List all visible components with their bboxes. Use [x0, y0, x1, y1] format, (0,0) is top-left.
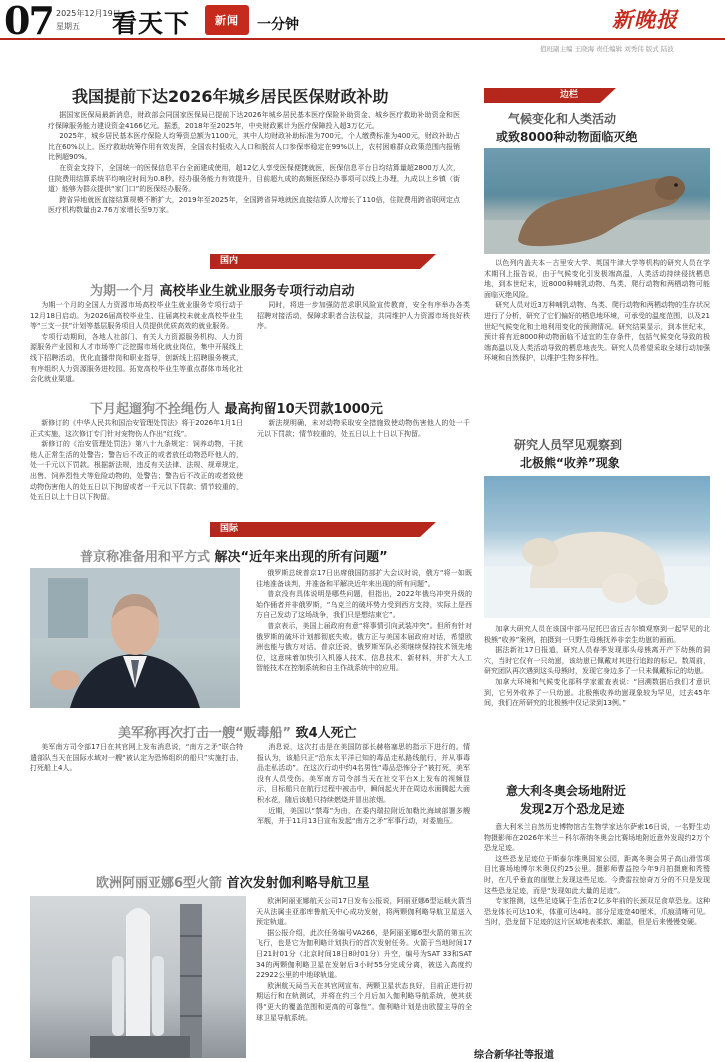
lead-article-body [48, 110, 460, 260]
intl-article1-headline: 解决“近年来出现的所有问题” [214, 550, 388, 565]
editor-credits: 值班副主编 王晓海 责任编辑 刘秀伟 版式 陆波 [540, 45, 674, 53]
news-seal-logo: 新闻 [205, 5, 249, 35]
hand [50, 670, 80, 690]
booster-right [152, 956, 164, 1036]
domestic-a2-paragraph-1: 新修订的《中华人民共和国治安管理处罚法》将于2026年1月1日正式实施，这次修订专门针对宠物伤人作出“红线”。 [30, 419, 243, 438]
section-subtitle: 一分钟 [257, 17, 299, 33]
rocket-body [126, 908, 150, 1036]
domestic-article2-title [90, 398, 383, 417]
intl-article3-lead: 欧洲阿丽亚娜6型火箭 [96, 876, 223, 891]
intl-a2-paragraph-1: 美军南方司令部17日在其官网上发布消息说，“南方之矛”联合特遣部队当天在国际水域对一艘“被认定为恐怖组织的船只”实施打击，打死船上4人。 [30, 743, 243, 773]
section-tag-domestic: 国内 [210, 254, 420, 269]
rocket-illustration [30, 896, 246, 1058]
domestic-article1-title [90, 280, 355, 299]
booster-left [112, 956, 124, 1036]
intl-article2-title [118, 722, 357, 741]
intl-article3-body [256, 896, 472, 1058]
border-a1-paragraph-2: 研究人员对近3万种哺乳动物、鸟类、爬行动物和两栖动物的生存状况进行了分析，研究了它们偏好的栖息地环境，可承受的温度范围，以及21世纪气候变化和土地利用变化的预测情况。研究结果显示，到本世纪末，预计将有近8000种动物面临不适宜的生存条件，包括气候变化导致的极端高温以及人类活动导致的栖息地丧失。研究人员希望采取全球行动加强环境和自然保护，以维护生物多样性。 [484, 301, 710, 363]
seal-head [655, 176, 685, 200]
border-article1-body [484, 258, 710, 424]
domestic-article2-headline: 最高拘留10天罚款1000元 [224, 402, 383, 417]
domestic-a1-paragraph-2: 专项行动期间，各地人社部门、有关人力资源服务机构、人力资源服务产业园和人才市场等广泛挖掘市场化就业岗位，集中开展线上线下招聘活动，优化直播带岗和职业指导，创新线上招聘服务模式，有序组织人力资源服务进校园。拓宽高校毕业生等重点群体市场化社会化就业渠道。 [30, 332, 243, 384]
intl-a1-paragraph-2: 普京没有具体说明是哪些问题，但指出，2022年俄乌冲突升级的始作俑者并非俄罗斯，“乌克兰的破坏势力受到西方支持，实际上是西方自己发动了这场战争，我们只是想结束它”。 [256, 590, 472, 620]
domestic-article1-body [30, 300, 470, 392]
domestic-a1-paragraph-3: 同时，将进一步加强防范求职风险宣传教育，安全有序举办各类招聘对接活动，保障求职者合法权益，共同维护人力资源市场良好秩序。 [257, 301, 470, 331]
backdrop-panel [48, 578, 88, 638]
intl-a3-paragraph-1: 欧洲阿丽亚娜航天公司17日发布公报说，阿丽亚娜6型运载火箭当天从法属圭亚那库鲁航天中心成功发射，将两颗伽利略导航卫星送入预定轨道。 [256, 897, 472, 927]
domestic-a2-paragraph-2: 新修订的《治安管理处罚法》第八十九条规定：饲养动物，干扰他人正常生活的处警告；警告后不改正的或者放任动物恐吓他人的，处一千元以下罚款。根据新法规，违反有关法律、法规、规章规定，出售、饲养烈性犬等危险动物的，处警告；警告后不改正的或者致使动物伤害他人的处五日以下拘留或者一千元以下罚款；情节较重的，处五日以上十日以下拘留。 [30, 440, 243, 502]
domestic-a1-paragraph-1: 为期一个月的全国人力资源市场高校毕业生就业服务专项行动于12月18日启动。为2026届高校毕业生、往届离校未就业高校毕业生等“三支一扶”计划等基层服务项目人员提供优质高效的就业服务。 [30, 301, 243, 331]
domestic-a2-paragraph-3: 新法规明确，未对动物采取安全措施致使动物伤害他人的处一千元以下罚款；情节较重的，处五日以上十日以下拘留。 [257, 419, 470, 438]
border-article1-title-line2: 或致8000种动物面临灭绝 [496, 130, 638, 144]
intl-article2-headline: 致4人死亡 [295, 726, 357, 741]
intl-a3-paragraph-3: 欧洲航天局当天在其官网宣布，两颗卫星状态良好，目前正进行初期运行和在轨测试，并将在约三个月后加入伽利略导航系统，使其获得“更大的覆盖范围和更高的可靠性”。伽利略计划是由欧盟主导的全球卫星导航系统。 [256, 981, 472, 1022]
putin-illustration [30, 568, 240, 708]
issue-date: 2025年12月19日 [56, 9, 121, 18]
border-a3-paragraph-3: 专家推测，这些足迹属于生活在2亿多年前的长颈双足食草恐龙。这种恐龙体长可达10米，体重可达4吨。部分足迹宽40厘米，爪痕清晰可见。当时，恐龙留下足迹的这片区域地表柔软、潮湿，但是后来慢慢变硬。 [484, 897, 710, 927]
section-title: 看天下 [112, 9, 191, 38]
page-number: 07 [4, 0, 53, 43]
newspaper-logo: 新晚报 [612, 7, 678, 32]
lead-paragraph-2: 2025年，城乡居民基本医疗保险人均筹资总额为1100元，其中人均财政补助标准为700元，个人缴费标准为400元，财政补助占比在60%以上。医疗救助统筹作用有效发挥，全国农村低收入人口和脱贫人口参保率稳定在99%以上，农村困难群众政策范围内报销比例超90%。 [48, 132, 460, 162]
intl-a2-paragraph-2: 消息说，这次打击是在美国防部长赫格塞思的指示下进行的。情报认为，该船只正“沿东太平洋已知的毒品走私路线航行，并从事毒品走私活动”。在这次行动中约4名男性“毒品恐怖分子”被打死，美军没有人员受伤。美军南方司令部当天在社交平台X上发布的视频显示，目标船只在航行过程中被击中，瞬间起火并在周边水面腾起大面积水花，随后该船只持续燃烧并冒出浓烟。 [257, 743, 470, 804]
cub-2 [636, 579, 668, 605]
lead-paragraph-3: 在资金支持下，全国统一的医保信息平台全面建成使用，超12亿人享受医保便捷就医，医保信息平台日均结算量超2800万人次，住院费用结算系统平均响应时间为0.8秒。经办服务能力有效提升，目前超九成的高频医保经办事项可以线上办理，九成以上乡镇（街道）能够为群众提供“家门口”的医保经办服务。 [48, 163, 460, 194]
domestic-article1-headline: 高校毕业生就业服务专项行动启动 [159, 284, 355, 299]
border-a3-paragraph-2: 这些恐龙足迹位于斯泰尔维奥国家公园，距离冬奥会男子高山滑雪项目比赛场地博尔米奥仅约25公里。摄影师曹益控今年9月拍摄鹿和秃鹫时，在几乎垂直的崖壁上发现这些足迹。今费雷拉惊奇万分的不只是发现这些恐龙足迹，而是“发现如此大量的足迹”。 [484, 854, 710, 895]
mother-bear-head [522, 538, 558, 566]
domestic-article2-lead: 下月起遛狗不拴绳伤人 [90, 402, 221, 417]
section-tag-border: 边栏 [484, 88, 600, 103]
intl-article3-title [96, 872, 370, 891]
polar-bear-illustration [484, 476, 710, 618]
cub-1 [602, 573, 638, 603]
seal-illustration [484, 148, 710, 254]
section-tag-international: 国际 [210, 522, 420, 537]
domestic-article1-lead: 为期一个月 [90, 284, 156, 299]
domestic-article2-body [30, 418, 470, 516]
intl-a1-paragraph-1: 俄罗斯总统普京17日出席俄国防部扩大会议时说，俄方“将一如既往地准备谈判，并准备和平解决近年来出现的所有问题”。 [256, 569, 472, 588]
border-article3-body [484, 822, 710, 1040]
intl-article1-title [80, 546, 388, 565]
intl-article1-body [256, 568, 472, 708]
source-footer: 综合新华社等报道 [474, 1050, 554, 1061]
masthead [0, 0, 725, 43]
seal-photo [484, 148, 710, 254]
launch-pad [90, 1036, 190, 1058]
intl-a3-paragraph-2: 据公报介绍，此次任务编号VA266，是阿丽亚娜6型火箭的第五次飞行，也是它为伽利略计划执行的首次发射任务。火箭于当地时间17日21时01分（北京时间18日8时01分）升空，编号为SAT 33和SAT 34的两颗伽利略卫星在发射后3小时55分完成分离，被送入高度约22922公里的中地球轨道。 [256, 928, 472, 980]
border-article3-title-line1: 意大利冬奥会场地附近 [506, 784, 627, 798]
border-a1-paragraph-1: 以色列内盖夫本－古里安大学、英国牛津大学等机构的研究人员在学术期刊上报告说，由于气候变化引发极端高温，人类活动持续侵扰栖息地，到本世纪末，近8000种哺乳动物、鸟类、爬行动物和两栖动物可能面临灭绝风险。 [484, 259, 710, 299]
issue-weekday: 星期五 [56, 22, 80, 31]
lead-paragraph-4: 跨省异地就医直接结算规模不断扩大，2019年至2025年，全国跨省异地就医直接结算人次增长了110倍，住院费用跨省联网定点医疗机构数量由2.76万家增长至9万家。 [48, 195, 460, 215]
rocket-photo [30, 896, 246, 1058]
seal-eye [674, 183, 678, 187]
border-article2-title-line1: 研究人员罕见观察到 [514, 438, 623, 452]
intl-article3-headline: 首次发射伽利略导航卫星 [226, 876, 370, 891]
launch-tower [180, 904, 202, 1058]
border-a2-paragraph-3: 加拿大环境和气候变化部科学家霍查表说：“回溯数据后我们才意识到，它另外收养了一只幼崽。北极熊收养幼崽现象较为罕见，过去45年间，我们在所研究的北极熊中仅记录到13例。” [484, 677, 710, 708]
lead-paragraph-1: 据国家医保局最新消息，财政部会同国家医保局已提前下达2026年城乡居民基本医疗保险补助资金、城乡医疗救助补助资金和医疗保障服务能力建设资金4166亿元。据悉，2018年至2025年，中央财政累计为医疗保障投入超3万亿元。 [48, 111, 460, 130]
border-article3-title-line2: 发现2万个恐龙足迹 [520, 802, 625, 816]
polar-bear-photo [484, 476, 710, 618]
intl-a1-paragraph-3: 普京表示，美国上届政府有意“将事情引向武装冲突”。但所有针对俄罗斯的破坏计划都彻底失败。俄方正与美国本届政府对话，希望欧洲也能与俄方对话。普京还说，俄罗斯军队必须继续保持技术领先地位，这意味着加快引入机器人技术、信息技术、新材料，并扩大人工智能技术在控制系统和自主作战系统中的应用。 [256, 621, 472, 673]
border-article1-title-line1: 气候变化和人类活动 [508, 112, 617, 126]
intl-article1-lead: 普京称准备用和平方式 [80, 550, 211, 565]
intl-article2-lead: 美军称再次打击一艘“贩毒船” [118, 726, 292, 741]
intl-a2-paragraph-3: 近期，美国以“禁毒”为由，在委内瑞拉附近加勒比海域部署多艘军舰，并于11月13日宣布发起“南方之矛”军事行动，对委施压。 [257, 806, 470, 826]
border-article2-title-line2: 北极熊“收养”现象 [520, 456, 620, 470]
border-a2-paragraph-2: 据法新社17日报道，研究人员春季发现那头母熊离开产下幼熊的洞穴，当时它仅有一只幼崽，该幼崽已佩戴对其进行追踪的标记。数周前，研究团队再次遇到这头母熊时，发现它身边多了一只未佩戴标记的幼崽。 [484, 646, 710, 676]
lead-article-title: 我国提前下达2026年城乡居民医保财政补助 [72, 87, 389, 106]
border-article2-body [484, 624, 710, 774]
border-a2-paragraph-1: 加拿大研究人员在该国中部马尼托巴省丘吉尔镇观察到一起罕见的北极熊“收养”案例，拍摄到一只野生母熊抚养非亲生幼崽的画面。 [484, 625, 710, 644]
intl-article2-body [30, 742, 470, 854]
border-a3-paragraph-1: 意大利米兰自然历史博物馆古生物学家达尔萨索16日说，一名野生动物摄影师在2026年米兰－科尔蒂纳冬奥会比赛场地附近意外发现约2万个恐龙足迹。 [484, 823, 710, 853]
putin-photo [30, 568, 240, 708]
